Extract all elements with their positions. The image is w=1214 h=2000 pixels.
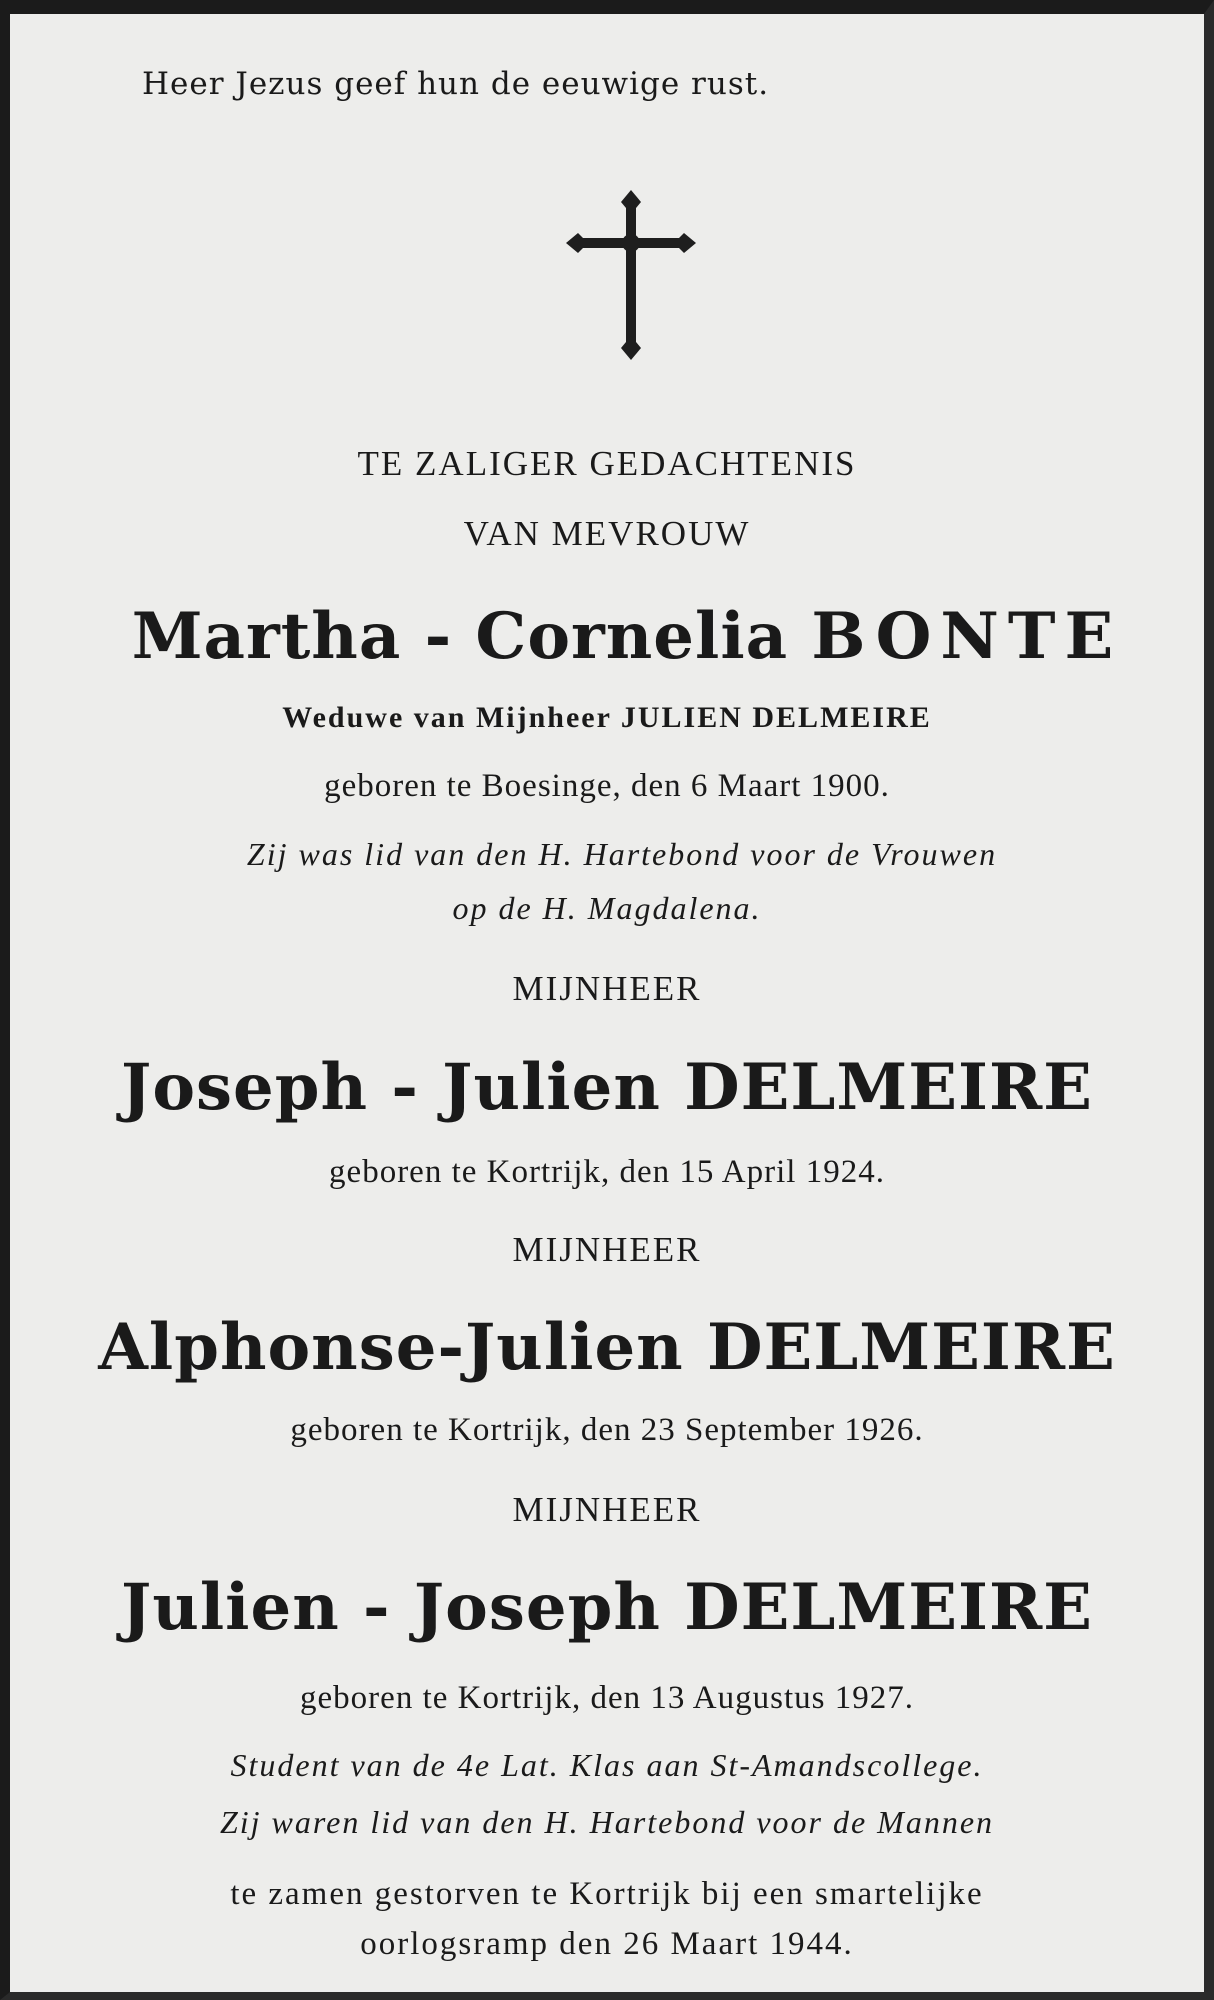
prayer-line: Heer Jezus geef hun de eeuwige rust. (142, 66, 770, 102)
person3-title: MIJNHEER (512, 1230, 702, 1269)
closing-line-2: oorlogsramp den 26 Maart 1944. (360, 1926, 854, 1962)
heading-in-memory: TE ZALIGER GEDACHTENIS (357, 444, 857, 483)
cross-icon (566, 190, 696, 360)
person2-name (10, 1050, 1204, 1125)
person4-last-name: DELMEIRE (684, 1570, 1093, 1645)
person3-name (10, 1310, 1204, 1385)
person4-birth: geboren te Kortrijk, den 13 Augustus 1927. (300, 1680, 914, 1716)
person3-first-name: Alphonse-Julien (98, 1310, 684, 1385)
closing-line-1: te zamen gestorven te Kortrijk bij een smartelijke (230, 1876, 984, 1912)
person1-first-name: Martha - Cornelia (131, 599, 789, 674)
person4-student: Student van de 4e Lat. Klas aan St-Amandscollege. (230, 1747, 984, 1783)
heading-of-mrs: VAN MEVROUW (463, 514, 751, 553)
person1-last-name: BONTE (811, 599, 1123, 674)
person4-membership: Zij waren lid van den H. Hartebond voor de Mannen (219, 1804, 995, 1840)
person4-title: MIJNHEER (512, 1490, 702, 1529)
person2-birth: geboren te Kortrijk, den 15 April 1924. (329, 1154, 885, 1190)
person1-widow-line: Weduwe van Mijnheer JULIEN DELMEIRE (282, 701, 932, 734)
person2-title: MIJNHEER (512, 969, 702, 1008)
person4-first-name: Julien - Joseph (121, 1570, 661, 1645)
person3-birth: geboren te Kortrijk, den 23 September 1926. (290, 1412, 924, 1448)
person4-name (10, 1570, 1204, 1645)
person2-first-name: Joseph - Julien (121, 1050, 661, 1125)
person1-parish: op de H. Magdalena. (452, 890, 762, 926)
person1-birth: geboren te Boesinge, den 6 Maart 1900. (324, 768, 890, 804)
person1-membership: Zij was lid van den H. Hartebond voor de Vrouwen (246, 836, 998, 872)
person1-name (50, 599, 1204, 674)
person2-last-name: DELMEIRE (684, 1050, 1093, 1125)
person3-last-name: DELMEIRE (706, 1310, 1116, 1385)
